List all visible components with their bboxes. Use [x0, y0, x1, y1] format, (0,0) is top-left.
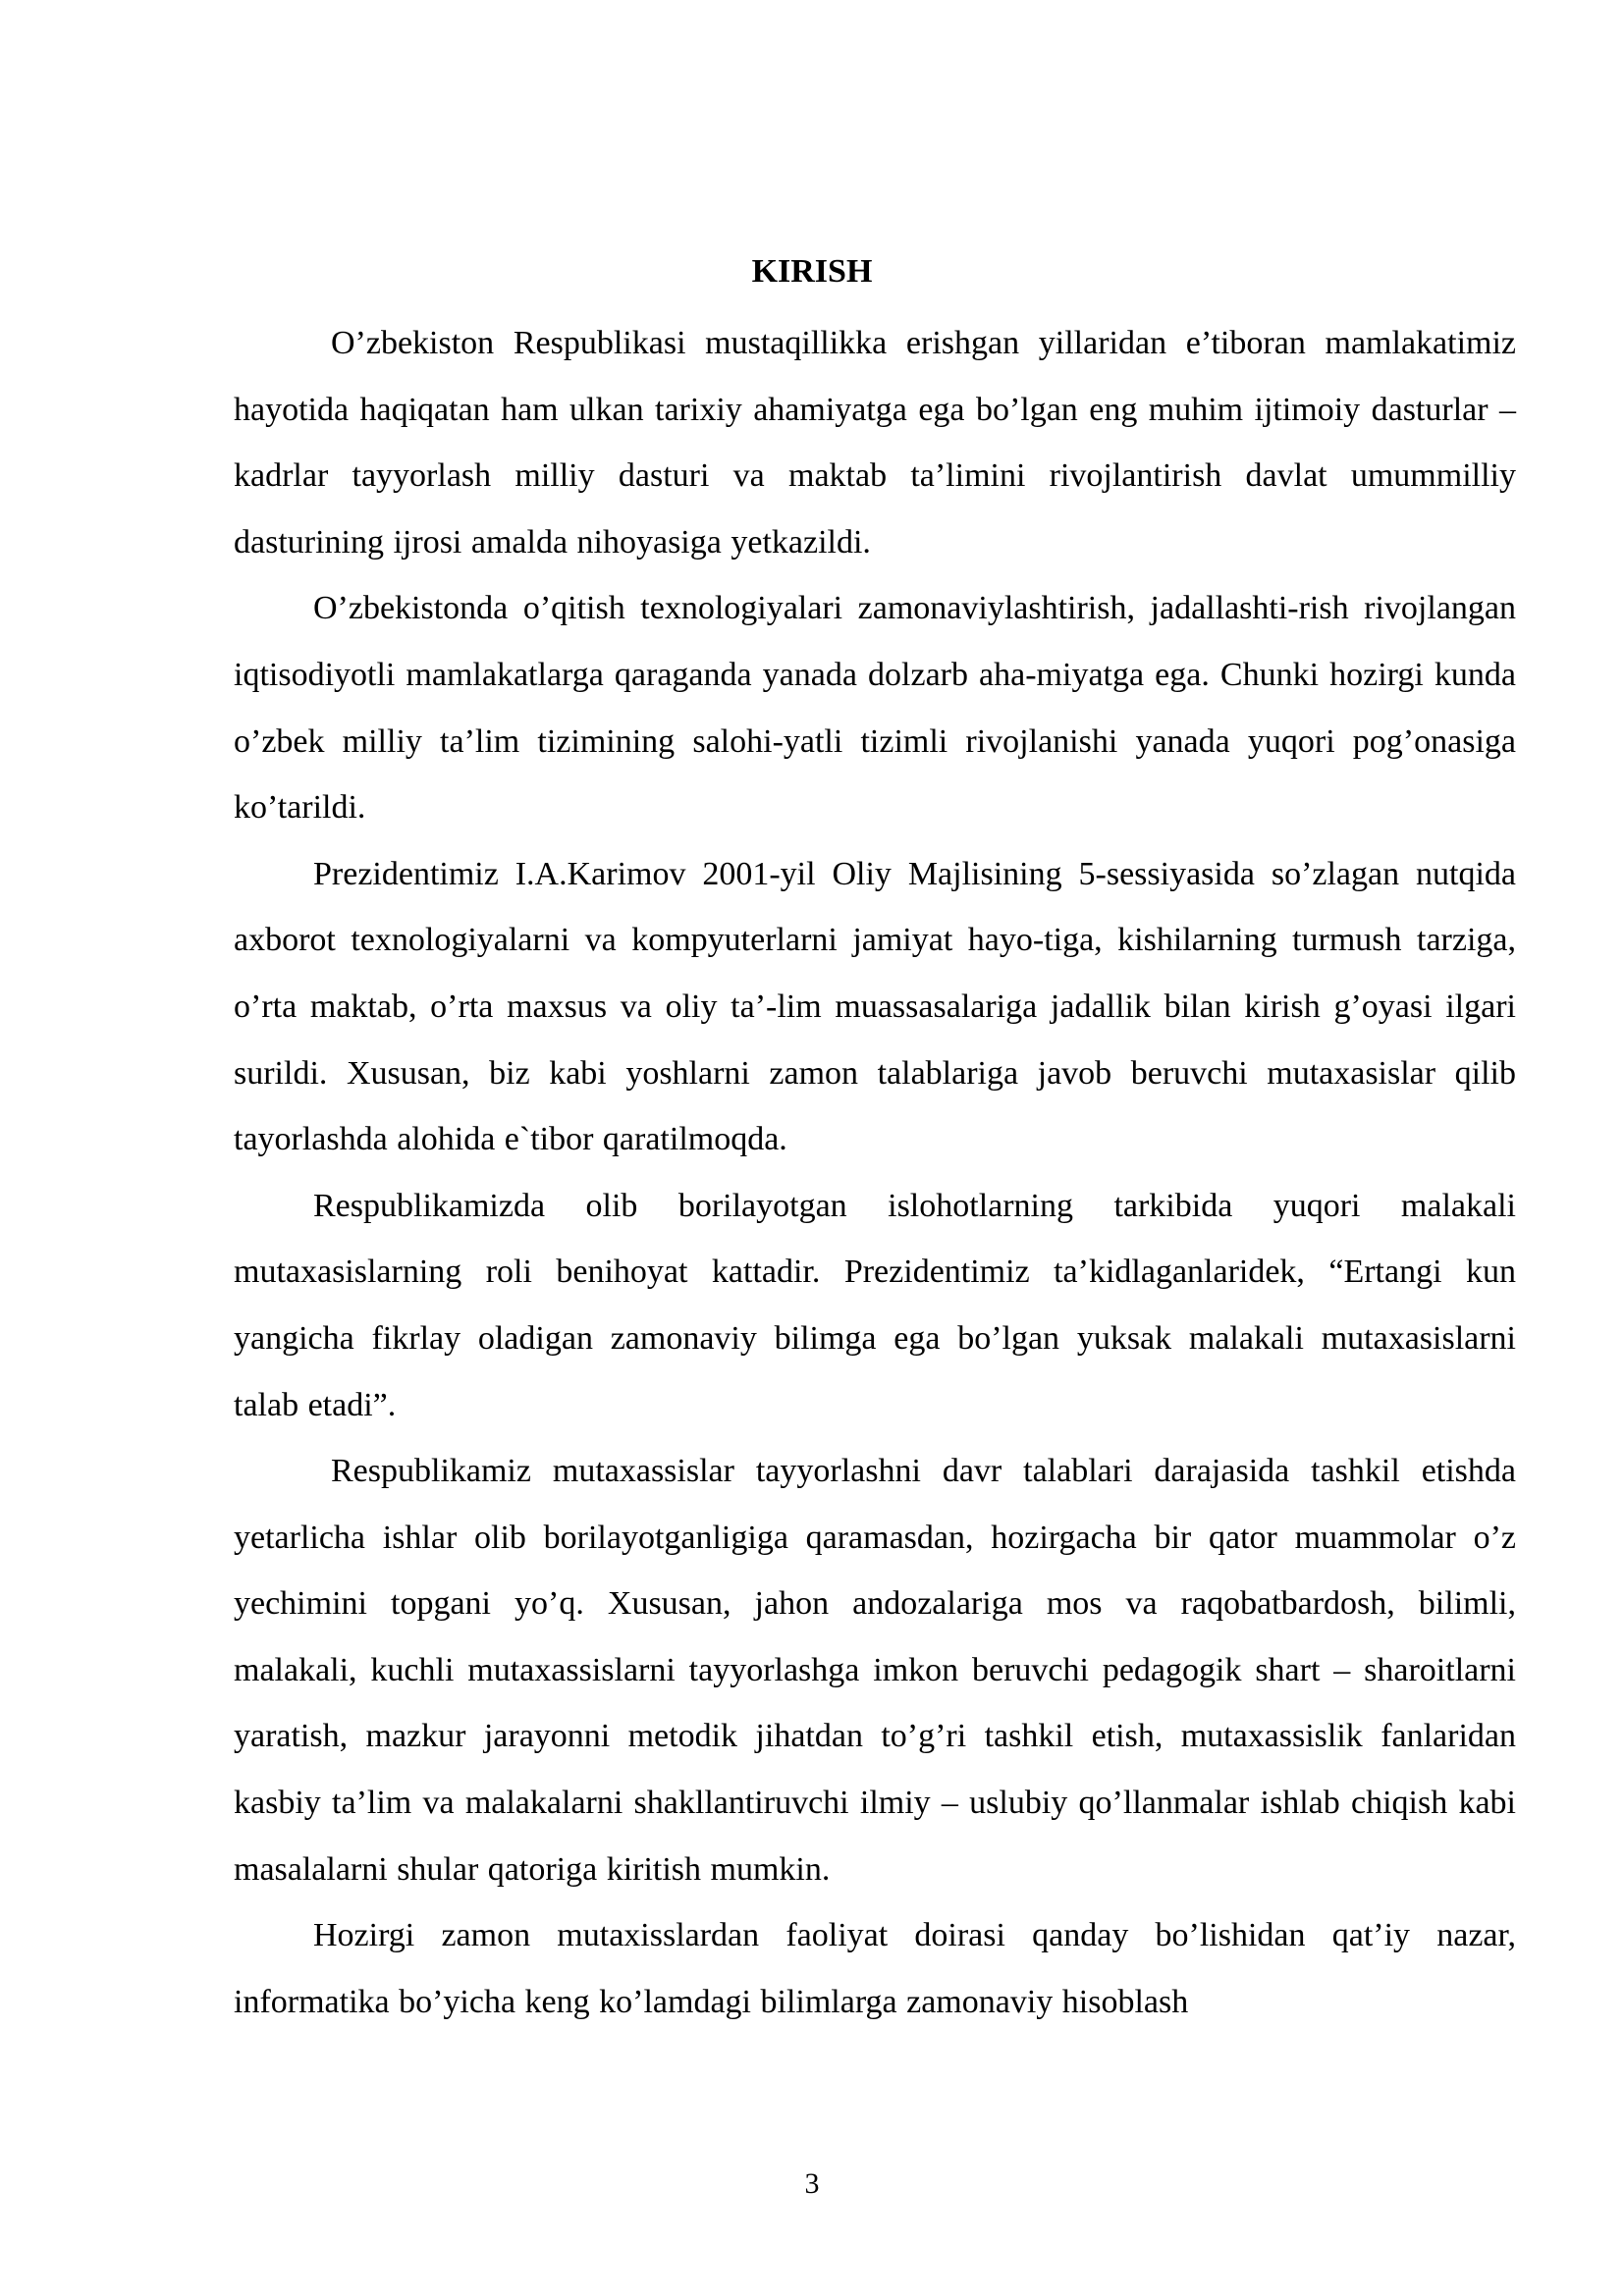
paragraph-4: Respublikamizda olib borilayotgan islohotlarning tarkibida yuqori malakali mutaxasislarning roli benihoyat kattadir. Prezidentimiz ta’kidlaganlaridek, “Ertangi kun yangicha fikrlay oladigan zamonaviy bilimga ega bo’lgan yuksak malakali mutaxasislarni talab etadi”. [234, 1187, 1516, 1423]
page-number: 3 [804, 2167, 820, 2200]
paragraph-2: O’zbekistonda o’qitish texnologiyalari zamonaviylashtirish, jadallashti-rish rivojlangan iqtisodiyotli mamlakatlarga qaraganda yanada dolzarb aha-miyatga ega. Chunki hozirgi kunda o’zbek milliy ta’lim tizimining salohi-yatli tizimli rivojlanishi yanada yuqori pog’onasiga ko’tarildi. [234, 590, 1516, 827]
paragraph-1: O’zbekiston Respublikasi mustaqillikka erishgan yillaridan e’tiboran mamlakatimiz hayotida haqiqatan ham ulkan tarixiy ahamiyatga ega bo’lgan eng muhim ijtimoiy dasturlar – kadrlar tayyorlash milliy dasturi va maktab ta’limini rivojlantirish davlat umummilliy dasturining ijrosi amalda nihoyasiga yetkazildi. [234, 325, 1516, 561]
document-heading: KIRISH [751, 253, 873, 290]
paragraph-6: Hozirgi zamon mutaxisslardan faoliyat doirasi qanday bo’lishidan qat’iy nazar, informatika bo’yicha keng ko’lamdagi bilimlarga zamonaviy hisoblash [234, 1917, 1516, 2020]
paragraph-3: Prezidentimiz I.A.Karimov 2001-yil Oliy Majlisining 5-sessiyasida so’zlagan nutqida axborot texnologiyalarni va kompyuterlarni jamiyat hayo-tiga, kishilarning turmush tarziga, o’rta maktab, o’rta maxsus va oliy ta’-lim muassasalariga jadallik bilan kirish g’oyasi ilgari surildi. Xususan, biz kabi yoshlarni zamon talablariga javob beruvchi mutaxasislar qilib tayorlashda alohida e`tibor qaratilmoqda. [234, 855, 1516, 1158]
document-body [234, 310, 1516, 2035]
paragraph-5: Respublikamiz mutaxassislar tayyorlashni davr talablari darajasida tashkil etishda yetarlicha ishlar olib borilayotganligiga qaramasdan, hozirgacha bir qator muammolar o’z yechimini topgani yo’q. Xususan, jahon andozalariga mos va raqobatbardosh, bilimli, malakali, kuchli mutaxassislarni tayyorlashga imkon beruvchi pedagogik shart – sharoitlarni yaratish, mazkur jarayonni metodik jihatdan to’g’ri tashkil etish, mutaxassislik fanlaridan kasbiy ta’lim va malakalarni shakllantiruvchi ilmiy – uslubiy qo’llanmalar ishlab chiqish kabi masalalarni shular qatoriga kiritish mumkin. [234, 1453, 1516, 1888]
